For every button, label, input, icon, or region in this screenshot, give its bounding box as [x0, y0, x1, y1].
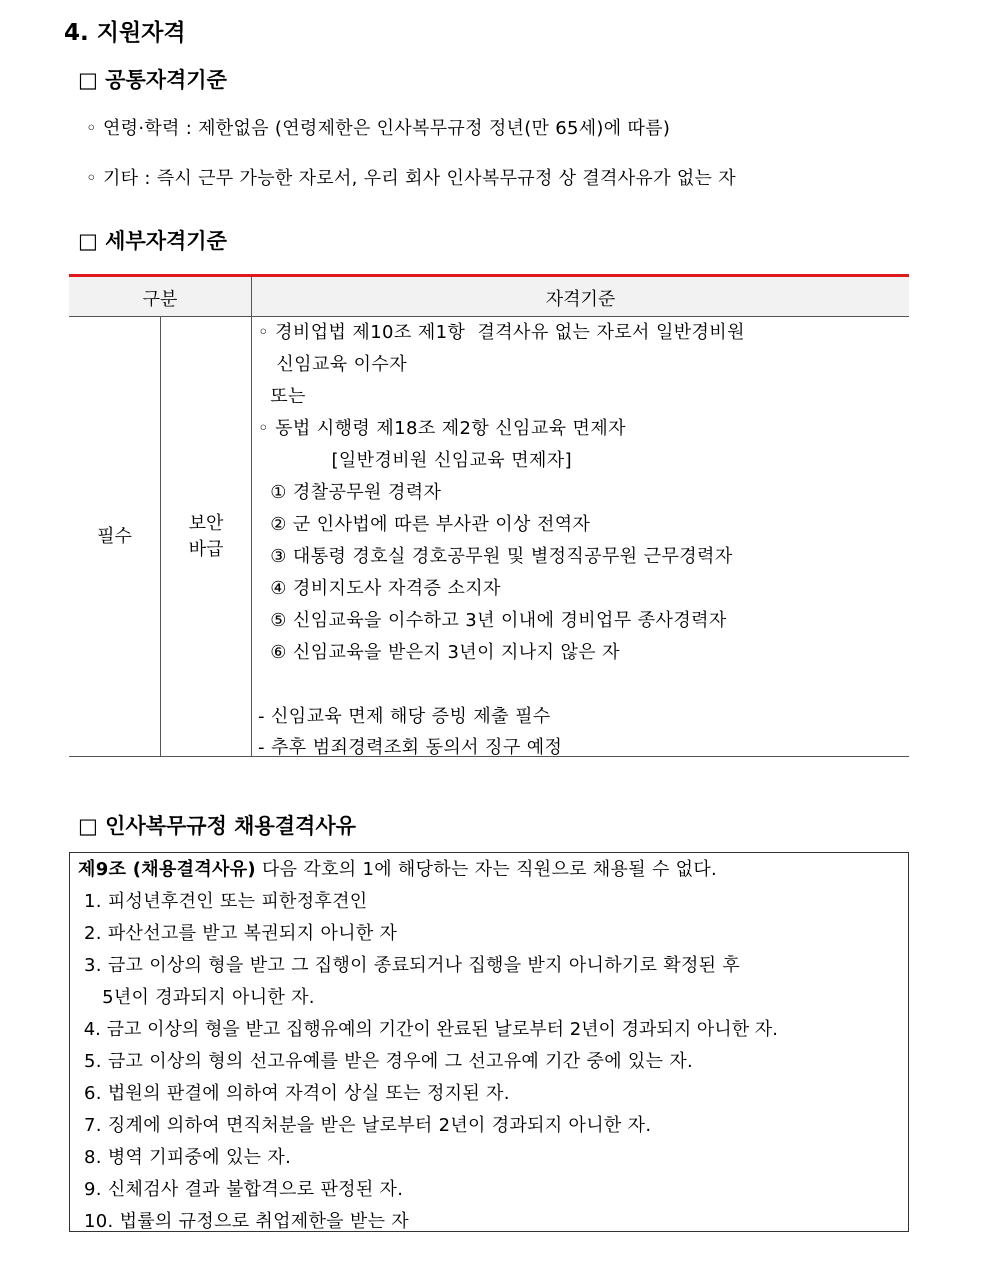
- detail-criteria-heading: □ 세부자격기준: [78, 229, 227, 253]
- article-title: 제9조 (채용결격사유): [78, 859, 256, 880]
- criteria-line: - 신임교육 면제 해당 증빙 제출 필수: [258, 706, 551, 727]
- common-criteria-heading: □ 공통자격기준: [78, 68, 227, 92]
- category-cell: 필수: [97, 526, 132, 547]
- subcategory-line: 바급: [188, 539, 224, 560]
- criteria-line: ◦ 동법 시행령 제18조 제2항 신임교육 면제자: [258, 418, 626, 439]
- criteria-line: ◦ 경비업법 제10조 제1항 결격사유 없는 자로서 일반경비원: [258, 322, 745, 343]
- subcategory-cell: [161, 511, 251, 563]
- section-title: 4. 지원자격: [64, 20, 186, 46]
- criteria-line: 또는: [258, 386, 306, 407]
- other-item: ◦ 기타 : 즉시 근무 가능한 자로서, 우리 회사 인사복무규정 상 결격사유가 없는 자: [86, 168, 736, 189]
- criteria-line: ① 경찰공무원 경력자: [258, 482, 442, 503]
- header-category: 구분: [142, 289, 178, 310]
- criteria-line: - 추후 범죄경력조회 동의서 징구 예정: [258, 737, 563, 758]
- disqualification-item: 8. 병역 기피중에 있는 자.: [78, 1147, 292, 1168]
- disqualification-item: 7. 징계에 의하여 면직처분을 받은 날로부터 2년이 경과되지 아니한 자.: [78, 1115, 652, 1136]
- criteria-line: [일반경비원 신임교육 면제자]: [258, 450, 573, 471]
- disqualification-item: 6. 법원의 판결에 의하여 자격이 상실 또는 정지된 자.: [78, 1083, 510, 1104]
- age-education-item: ◦ 연령·학력 : 제한없음 (연령제한은 인사복무규정 정년(만 65세)에 따름): [86, 118, 671, 139]
- header-criteria: 자격기준: [545, 289, 616, 310]
- criteria-line: ④ 경비지도사 자격증 소지자: [258, 578, 501, 599]
- disqualification-item: 5. 금고 이상의 형의 선고유예를 받은 경우에 그 선고유예 기간 중에 있는 자.: [78, 1051, 694, 1072]
- column-divider: [251, 277, 252, 757]
- criteria-line: ⑥ 신임교육을 받은지 3년이 지나지 않은 자: [258, 642, 620, 663]
- criteria-line: 신임교육 이수자: [258, 354, 408, 375]
- article-text: 다음 각호의 1에 해당하는 자는 직원으로 채용될 수 없다.: [255, 859, 718, 880]
- disqualification-item: 2. 파산선고를 받고 복권되지 아니한 자: [78, 923, 398, 944]
- disqualification-item: 3. 금고 이상의 형을 받고 그 집행이 종료되거나 집행을 받지 아니하기로 확정된 후: [78, 955, 741, 976]
- disqualification-item: 9. 신체검사 결과 불합격으로 판정된 자.: [78, 1179, 404, 1200]
- disqualification-item: 4. 금고 이상의 형을 받고 집행유예의 기간이 완료된 날로부터 2년이 경과되지 아니한 자.: [78, 1019, 778, 1040]
- article-line: [78, 855, 717, 881]
- disqualification-item: 5년이 경과되지 아니한 자.: [78, 987, 315, 1008]
- disqualification-item: 1. 피성년후견인 또는 피한정후견인: [78, 891, 368, 912]
- criteria-line: ⑤ 신임교육을 이수하고 3년 이내에 경비업무 종사경력자: [258, 610, 727, 631]
- criteria-line: ② 군 인사법에 따른 부사관 이상 전역자: [258, 514, 591, 535]
- criteria-line: ③ 대통령 경호실 경호공무원 및 별정직공무원 근무경력자: [258, 546, 733, 567]
- disqualification-item: 10. 법률의 규정으로 취업제한을 받는 자: [78, 1211, 409, 1232]
- subcategory-line: 보안: [188, 513, 224, 534]
- disqualification-heading: □ 인사복무규정 채용결격사유: [78, 814, 356, 838]
